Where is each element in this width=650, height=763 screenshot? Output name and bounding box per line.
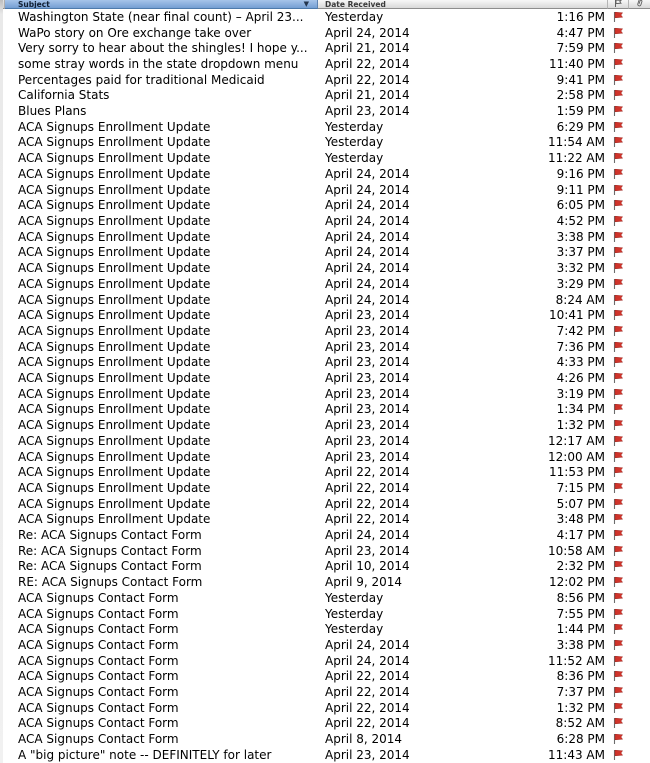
flag-icon xyxy=(605,592,631,604)
flag-icon xyxy=(605,466,631,478)
message-date-received: Yesterday xyxy=(325,9,384,24)
flag-icon xyxy=(605,309,631,321)
message-time-received: 1:34 PM xyxy=(556,402,605,417)
message-date-received: April 24, 2014 xyxy=(325,261,410,276)
flag-icon xyxy=(605,639,631,651)
message-date-received: April 22, 2014 xyxy=(325,685,410,700)
message-date-received: April 22, 2014 xyxy=(325,465,410,480)
message-subject: ACA Signups Enrollment Update xyxy=(18,512,211,527)
message-date-received: April 23, 2014 xyxy=(325,449,410,464)
message-subject: ACA Signups Enrollment Update xyxy=(18,151,211,166)
message-row[interactable] xyxy=(0,496,650,512)
message-time-received: 6:29 PM xyxy=(556,119,605,134)
message-time-received: 3:48 PM xyxy=(556,512,605,527)
message-subject: ACA Signups Enrollment Update xyxy=(18,402,211,417)
message-subject: ACA Signups Enrollment Update xyxy=(18,339,211,354)
message-date-received: April 24, 2014 xyxy=(325,292,410,307)
message-row[interactable] xyxy=(0,166,650,182)
message-date-received: April 24, 2014 xyxy=(325,276,410,291)
message-subject: ACA Signups Enrollment Update xyxy=(18,496,211,511)
flag-icon xyxy=(605,136,631,148)
message-row[interactable] xyxy=(0,135,650,151)
message-time-received: 8:36 PM xyxy=(556,669,605,684)
message-time-received: 12:17 AM xyxy=(548,433,605,448)
message-subject: ACA Signups Contact Form xyxy=(18,606,179,621)
message-subject: ACA Signups Contact Form xyxy=(18,590,179,605)
message-date-received: April 21, 2014 xyxy=(325,88,410,103)
message-time-received: 8:52 AM xyxy=(555,716,605,731)
flag-icon xyxy=(605,608,631,620)
message-date-received: April 23, 2014 xyxy=(325,323,410,338)
message-time-received: 9:16 PM xyxy=(556,166,605,181)
message-row[interactable] xyxy=(0,621,650,637)
message-date-received: April 22, 2014 xyxy=(325,716,410,731)
message-row[interactable] xyxy=(0,480,650,496)
message-time-received: 3:38 PM xyxy=(556,229,605,244)
message-subject: ACA Signups Contact Form xyxy=(18,669,179,684)
flag-icon xyxy=(605,278,631,290)
message-time-received: 2:58 PM xyxy=(556,88,605,103)
message-date-received: April 24, 2014 xyxy=(325,229,410,244)
message-subject: ACA Signups Enrollment Update xyxy=(18,433,211,448)
column-header-subject[interactable] xyxy=(5,0,318,9)
message-subject: ACA Signups Enrollment Update xyxy=(18,308,211,323)
message-date-received: April 9, 2014 xyxy=(325,575,403,590)
message-date-received: April 21, 2014 xyxy=(325,41,410,56)
flag-icon xyxy=(605,341,631,353)
message-date-received: April 22, 2014 xyxy=(325,700,410,715)
message-date-received: April 24, 2014 xyxy=(325,198,410,213)
message-time-received: 10:58 AM xyxy=(548,543,605,558)
column-header-date-received[interactable] xyxy=(318,0,608,9)
message-time-received: 8:56 PM xyxy=(556,590,605,605)
column-header-attachment[interactable] xyxy=(629,0,650,9)
flag-icon xyxy=(605,11,631,23)
message-time-received: 6:05 PM xyxy=(556,198,605,213)
message-row[interactable] xyxy=(0,527,650,543)
message-subject: ACA Signups Enrollment Update xyxy=(18,386,211,401)
flag-icon xyxy=(605,356,631,368)
message-time-received: 11:40 PM xyxy=(549,56,605,71)
flag-icon xyxy=(605,482,631,494)
message-date-received: Yesterday xyxy=(325,622,384,637)
flag-icon xyxy=(605,451,631,463)
flag-icon xyxy=(605,717,631,729)
message-date-received: April 24, 2014 xyxy=(325,25,410,40)
message-time-received: 4:33 PM xyxy=(556,355,605,370)
flag-icon xyxy=(605,686,631,698)
message-row[interactable] xyxy=(0,40,650,56)
message-row[interactable] xyxy=(0,747,650,763)
message-subject: ACA Signups Contact Form xyxy=(18,622,179,637)
message-subject: ACA Signups Enrollment Update xyxy=(18,480,211,495)
message-subject: ACA Signups Enrollment Update xyxy=(18,261,211,276)
message-subject: ACA Signups Contact Form xyxy=(18,700,179,715)
message-subject: Re: ACA Signups Contact Form xyxy=(18,528,202,543)
message-row[interactable] xyxy=(0,292,650,308)
message-date-received: April 24, 2014 xyxy=(325,245,410,260)
message-time-received: 1:32 PM xyxy=(556,418,605,433)
flag-icon xyxy=(605,105,631,117)
message-date-received: April 23, 2014 xyxy=(325,543,410,558)
message-row[interactable] xyxy=(0,119,650,135)
message-row[interactable] xyxy=(0,512,650,528)
message-time-received: 7:42 PM xyxy=(556,323,605,338)
message-subject: ACA Signups Enrollment Update xyxy=(18,355,211,370)
message-row[interactable] xyxy=(0,700,650,716)
message-date-received: April 23, 2014 xyxy=(325,104,410,119)
flag-icon xyxy=(605,388,631,400)
message-date-received: April 23, 2014 xyxy=(325,355,410,370)
message-date-received: April 23, 2014 xyxy=(325,418,410,433)
message-subject: ACA Signups Enrollment Update xyxy=(18,182,211,197)
message-subject: Very sorry to hear about the shingles! I hope y... xyxy=(18,41,308,56)
message-time-received: 3:38 PM xyxy=(556,637,605,652)
list-column-header xyxy=(0,0,650,9)
message-row[interactable] xyxy=(0,449,650,465)
message-date-received: April 24, 2014 xyxy=(325,166,410,181)
message-subject: ACA Signups Enrollment Update xyxy=(18,418,211,433)
flag-icon xyxy=(605,498,631,510)
message-date-received: April 22, 2014 xyxy=(325,669,410,684)
message-row[interactable] xyxy=(0,260,650,276)
message-date-received: April 23, 2014 xyxy=(325,402,410,417)
message-time-received: 3:37 PM xyxy=(556,245,605,260)
message-time-received: 7:59 PM xyxy=(556,41,605,56)
flag-icon xyxy=(605,403,631,415)
message-time-received: 7:15 PM xyxy=(556,480,605,495)
flag-icon xyxy=(605,623,631,635)
flag-icon xyxy=(605,27,631,39)
message-subject: Washington State (near final count) – April 23... xyxy=(18,9,304,24)
flag-icon xyxy=(605,294,631,306)
flag-icon xyxy=(605,513,631,525)
flag-icon xyxy=(605,184,631,196)
flag-icon xyxy=(605,231,631,243)
message-date-received: April 10, 2014 xyxy=(325,559,410,574)
message-time-received: 2:32 PM xyxy=(556,559,605,574)
message-row[interactable] xyxy=(0,716,650,732)
message-row[interactable] xyxy=(0,88,650,104)
message-subject: Re: ACA Signups Contact Form xyxy=(18,543,202,558)
message-time-received: 11:22 AM xyxy=(548,151,605,166)
message-time-received: 1:59 PM xyxy=(556,104,605,119)
message-date-received: April 8, 2014 xyxy=(325,732,403,747)
flag-icon xyxy=(605,89,631,101)
message-time-received: 4:52 PM xyxy=(556,213,605,228)
message-time-received: 12:02 PM xyxy=(549,575,605,590)
flag-icon xyxy=(605,58,631,70)
flag-icon xyxy=(605,199,631,211)
message-subject: A "big picture" note -- DEFINITELY for later xyxy=(18,747,272,762)
flag-icon xyxy=(605,670,631,682)
message-date-received: April 22, 2014 xyxy=(325,512,410,527)
message-time-received: 12:00 AM xyxy=(548,449,605,464)
message-row[interactable] xyxy=(0,245,650,261)
message-date-received: April 22, 2014 xyxy=(325,496,410,511)
flag-icon xyxy=(605,325,631,337)
message-row[interactable] xyxy=(0,637,650,653)
flag-icon xyxy=(605,215,631,227)
message-date-received: April 24, 2014 xyxy=(325,637,410,652)
message-row[interactable] xyxy=(0,213,650,229)
message-subject: ACA Signups Enrollment Update xyxy=(18,245,211,260)
message-list xyxy=(0,9,650,763)
message-row[interactable] xyxy=(0,653,650,669)
message-subject: Blues Plans xyxy=(18,104,87,119)
message-time-received: 9:41 PM xyxy=(556,72,605,87)
message-date-received: Yesterday xyxy=(325,119,384,134)
message-date-received: April 24, 2014 xyxy=(325,182,410,197)
message-subject: California Stats xyxy=(18,88,110,103)
message-row[interactable] xyxy=(0,402,650,418)
message-time-received: 4:47 PM xyxy=(556,25,605,40)
flag-icon xyxy=(605,168,631,180)
message-date-received: Yesterday xyxy=(325,151,384,166)
message-date-received: Yesterday xyxy=(325,135,384,150)
message-subject: RE: ACA Signups Contact Form xyxy=(18,575,203,590)
message-subject: ACA Signups Enrollment Update xyxy=(18,371,211,386)
message-row[interactable] xyxy=(0,307,650,323)
message-time-received: 4:17 PM xyxy=(556,528,605,543)
message-row[interactable] xyxy=(0,543,650,559)
flag-icon xyxy=(605,74,631,86)
message-row[interactable] xyxy=(0,56,650,72)
message-time-received: 8:24 AM xyxy=(555,292,605,307)
message-date-received: April 24, 2014 xyxy=(325,213,410,228)
message-time-received: 11:53 PM xyxy=(549,465,605,480)
message-row[interactable] xyxy=(0,25,650,41)
paperclip-icon xyxy=(636,0,644,8)
message-subject: WaPo story on Ore exchange take over xyxy=(18,25,252,40)
message-subject: ACA Signups Enrollment Update xyxy=(18,119,211,134)
flag-icon xyxy=(605,419,631,431)
message-time-received: 9:11 PM xyxy=(556,182,605,197)
message-subject: ACA Signups Enrollment Update xyxy=(18,229,211,244)
message-date-received: April 23, 2014 xyxy=(325,747,410,762)
message-subject: ACA Signups Enrollment Update xyxy=(18,292,211,307)
message-date-received: April 22, 2014 xyxy=(325,480,410,495)
message-row[interactable] xyxy=(0,103,650,119)
sort-descending-icon: ▼ xyxy=(303,0,309,8)
flag-icon xyxy=(605,262,631,274)
message-row[interactable] xyxy=(0,150,650,166)
flag-icon xyxy=(605,560,631,572)
message-row[interactable] xyxy=(0,574,650,590)
message-subject: ACA Signups Contact Form xyxy=(18,685,179,700)
message-subject: Percentages paid for traditional Medicaid xyxy=(18,72,265,87)
message-row[interactable] xyxy=(0,339,650,355)
message-row[interactable] xyxy=(0,72,650,88)
message-subject: ACA Signups Enrollment Update xyxy=(18,323,211,338)
message-row[interactable] xyxy=(0,731,650,747)
message-date-received: April 23, 2014 xyxy=(325,308,410,323)
flag-icon xyxy=(605,121,631,133)
message-time-received: 11:54 AM xyxy=(548,135,605,150)
flag-icon xyxy=(605,152,631,164)
message-row[interactable] xyxy=(0,464,650,480)
message-row[interactable] xyxy=(0,684,650,700)
message-time-received: 7:37 PM xyxy=(556,685,605,700)
flag-icon xyxy=(605,545,631,557)
message-time-received: 5:07 PM xyxy=(556,496,605,511)
date-received-column-label: Date Received xyxy=(325,0,386,9)
message-subject: ACA Signups Enrollment Update xyxy=(18,465,211,480)
flag-icon xyxy=(605,42,631,54)
message-subject: ACA Signups Contact Form xyxy=(18,637,179,652)
flag-icon xyxy=(605,372,631,384)
message-time-received: 6:28 PM xyxy=(556,732,605,747)
message-date-received: April 23, 2014 xyxy=(325,339,410,354)
message-subject: ACA Signups Enrollment Update xyxy=(18,166,211,181)
message-subject: ACA Signups Enrollment Update xyxy=(18,276,211,291)
flag-icon xyxy=(605,733,631,745)
flag-icon xyxy=(614,0,622,8)
message-date-received: April 23, 2014 xyxy=(325,386,410,401)
message-row[interactable] xyxy=(0,386,650,402)
message-date-received: April 23, 2014 xyxy=(325,371,410,386)
message-date-received: April 22, 2014 xyxy=(325,72,410,87)
message-subject: ACA Signups Enrollment Update xyxy=(18,213,211,228)
message-row[interactable] xyxy=(0,669,650,685)
message-date-received: April 24, 2014 xyxy=(325,653,410,668)
message-date-received: April 23, 2014 xyxy=(325,433,410,448)
message-subject: some stray words in the state dropdown menu xyxy=(18,56,299,71)
message-row[interactable] xyxy=(0,417,650,433)
message-time-received: 7:36 PM xyxy=(556,339,605,354)
message-subject: ACA Signups Contact Form xyxy=(18,653,179,668)
message-time-received: 11:43 AM xyxy=(548,747,605,762)
message-subject: ACA Signups Contact Form xyxy=(18,732,179,747)
message-row[interactable] xyxy=(0,197,650,213)
flag-icon xyxy=(605,749,631,761)
message-subject: ACA Signups Contact Form xyxy=(18,716,179,731)
message-subject: ACA Signups Enrollment Update xyxy=(18,198,211,213)
message-row[interactable] xyxy=(0,276,650,292)
message-date-received: Yesterday xyxy=(325,606,384,621)
flag-icon xyxy=(605,576,631,588)
flag-icon xyxy=(605,702,631,714)
message-time-received: 10:41 PM xyxy=(549,308,605,323)
message-row[interactable] xyxy=(0,323,650,339)
message-row[interactable] xyxy=(0,559,650,575)
message-time-received: 7:55 PM xyxy=(556,606,605,621)
message-subject: ACA Signups Enrollment Update xyxy=(18,135,211,150)
message-row[interactable] xyxy=(0,9,650,25)
message-date-received: April 22, 2014 xyxy=(325,56,410,71)
message-date-received: April 24, 2014 xyxy=(325,528,410,543)
message-subject: ACA Signups Enrollment Update xyxy=(18,449,211,464)
message-row[interactable] xyxy=(0,433,650,449)
message-row[interactable] xyxy=(0,606,650,622)
flag-icon xyxy=(605,529,631,541)
message-time-received: 1:16 PM xyxy=(556,9,605,24)
message-time-received: 1:32 PM xyxy=(556,700,605,715)
message-time-received: 11:52 AM xyxy=(548,653,605,668)
message-time-received: 3:32 PM xyxy=(556,261,605,276)
message-time-received: 3:19 PM xyxy=(556,386,605,401)
message-time-received: 1:44 PM xyxy=(556,622,605,637)
subject-column-label: Subject xyxy=(18,0,50,9)
message-row[interactable] xyxy=(0,354,650,370)
message-row[interactable] xyxy=(0,370,650,386)
message-time-received: 4:26 PM xyxy=(556,371,605,386)
message-row[interactable] xyxy=(0,182,650,198)
flag-icon xyxy=(605,246,631,258)
message-date-received: Yesterday xyxy=(325,590,384,605)
column-header-flag[interactable] xyxy=(608,0,629,9)
message-row[interactable] xyxy=(0,590,650,606)
window-left-edge xyxy=(0,0,3,763)
flag-icon xyxy=(605,435,631,447)
message-subject: Re: ACA Signups Contact Form xyxy=(18,559,202,574)
message-time-received: 3:29 PM xyxy=(556,276,605,291)
flag-icon xyxy=(605,655,631,667)
message-row[interactable] xyxy=(0,229,650,245)
